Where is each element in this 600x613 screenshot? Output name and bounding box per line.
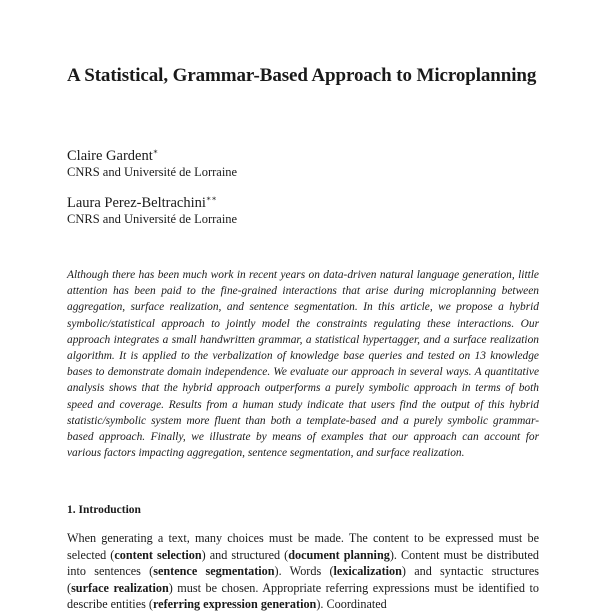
intro-term-document-planning: document planning (288, 547, 390, 562)
intro-text-7: ). Coordinated (316, 597, 387, 612)
author-1-name (67, 147, 158, 165)
author-2-name (67, 194, 217, 212)
author-2-footnote-marker: ∗∗ (205, 194, 217, 203)
author-2-affiliation: CNRS and Université de Lorraine (67, 212, 238, 226)
author-2-name-text: Laura Perez-Beltrachini (67, 195, 206, 211)
intro-term-lexicalization: lexicalization (333, 564, 402, 579)
author-1-footnote-marker: ∗ (152, 147, 159, 156)
author-1-name-text: Claire Gardent (67, 148, 153, 164)
intro-term-sentence-segmentation: sentence segmentation (153, 564, 275, 579)
introduction-paragraph (67, 530, 539, 613)
intro-term-content-selection: content selection (114, 547, 202, 562)
intro-text-1: When generating a text, many choices must be made. The content to be expressed must be selected ( (67, 531, 539, 562)
paper-title: A Statistical, Grammar-Based Approach to Microplanning (67, 65, 537, 86)
intro-text-5: ) and syntactic structures ( (67, 564, 539, 595)
intro-text-6: ) must be chosen. Appropriate referring expressions must be identified to describe entities ( (67, 580, 539, 612)
author-1-affiliation: CNRS and Université de Lorraine (67, 165, 238, 179)
intro-term-referring-expression-generation: referring expression generation (152, 597, 317, 612)
intro-term-surface-realization: surface realization (71, 580, 169, 595)
abstract-paragraph: Although there has been much work in recent years on data-driven natural language generation, little attention has been paid to the fine-grained interactions that arise during microplanning between aggregation, surface realization, and sentence segmentation. In this article, we propose a hybrid symbolic/statistical approach to jointly model the constraints regulating these interactions. Our approach integrates a small handwritten grammar, a statistical hypertagger, and a surface realization algorithm. It is applied to the verbalization of knowledge base queries and tested on 13 knowledge bases to demonstrate domain independence. We evaluate our approach in several ways. A quantitative analysis shows that the hybrid approach outperforms a purely symbolic approach in terms of both speed and coverage. Results from a human study indicate that users find the output of this hybrid statistic/symbolic system more fluent than both a template-based and a purely symbolic grammar-based approach. Finally, we illustrate by means of examples that our approach can account for various factors impacting aggregation, sentence segmentation, and surface realization. (67, 269, 539, 460)
section-heading-introduction: 1. Introduction (67, 504, 141, 516)
intro-text-4: ). Words ( (274, 564, 334, 579)
intro-text-2: ) and structured ( (201, 547, 289, 562)
intro-text-3: ). Content must be distributed into sentences ( (67, 547, 540, 579)
